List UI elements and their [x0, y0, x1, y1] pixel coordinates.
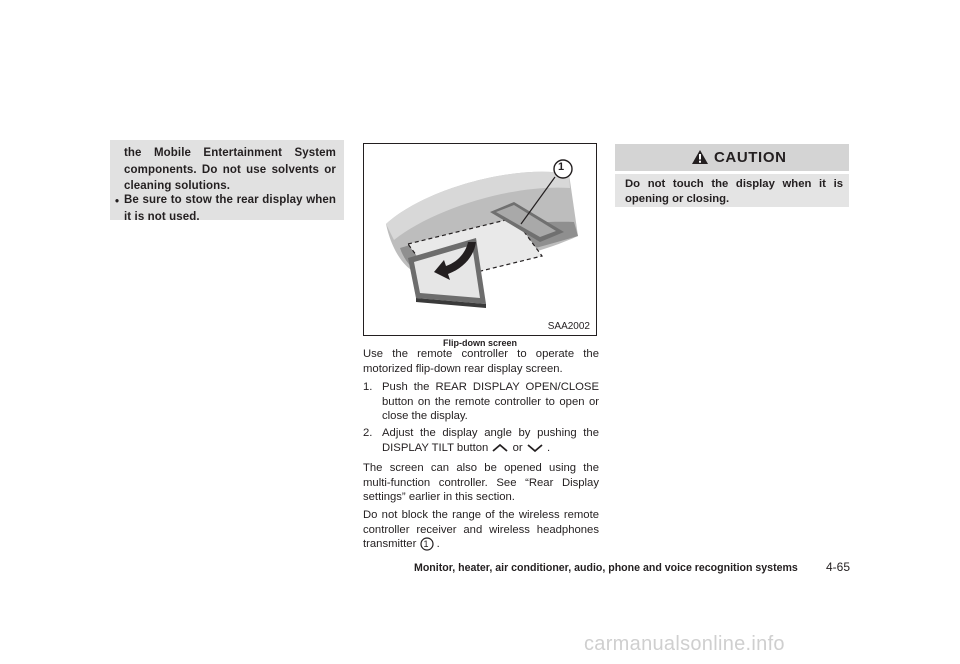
step-2-text-mid: or	[512, 441, 523, 454]
figure-caption: Flip-down screen	[442, 338, 517, 348]
wireless-paragraph	[363, 508, 599, 552]
page-number: 4-65	[826, 560, 851, 574]
wireless-paragraph-end: .	[436, 538, 440, 550]
tilt-up-icon	[491, 443, 509, 453]
tilt-down-icon	[526, 443, 544, 453]
note-bullet-text: Be sure to stow the rear display when it is not used.	[124, 194, 336, 223]
caution-title: CAUTION	[714, 149, 787, 166]
note-continuation-text: the Mobile Entertainment System components. Do not use solvents or cleaning solutions.	[124, 147, 336, 192]
caution-body	[615, 174, 849, 207]
note-box	[110, 140, 344, 223]
warning-triangle-icon	[691, 149, 709, 165]
step-1-number: 1.	[363, 381, 373, 393]
intro-paragraph: Use the remote controller to operate the motorized flip-down rear display screen.	[363, 348, 599, 375]
figure-code: SAA2002	[547, 321, 590, 332]
watermark: carmanualsonline.info	[584, 633, 785, 655]
wireless-paragraph-text: Do not block the range of the wireless remote controller receiver and wireless headphones transmitter	[363, 509, 599, 550]
bullet-mark: •	[115, 196, 120, 208]
section-footer: Monitor, heater, air conditioner, audio, phone and voice recognition systems	[414, 562, 798, 574]
step-2-number: 2.	[363, 427, 373, 439]
caution-header	[615, 144, 849, 171]
multi-function-paragraph: The screen can also be opened using the multi-function controller. See “Rear Display settings” earlier in this section.	[363, 462, 599, 503]
step-1-text: Push the REAR DISPLAY OPEN/CLOSE button on the remote controller to open or close the display.	[382, 381, 599, 422]
flip-down-screen-figure	[363, 143, 597, 336]
step-2-text	[382, 426, 599, 455]
step-2-text-before: Adjust the display angle by pushing the DISPLAY TILT button	[382, 427, 599, 454]
caution-text: Do not touch the display when it is opening or closing.	[625, 178, 843, 205]
callout-1-icon	[420, 537, 434, 551]
callout-1-number: 1	[423, 539, 429, 550]
figure-callout-number: 1	[558, 161, 565, 173]
step-2-text-end: .	[546, 441, 551, 454]
